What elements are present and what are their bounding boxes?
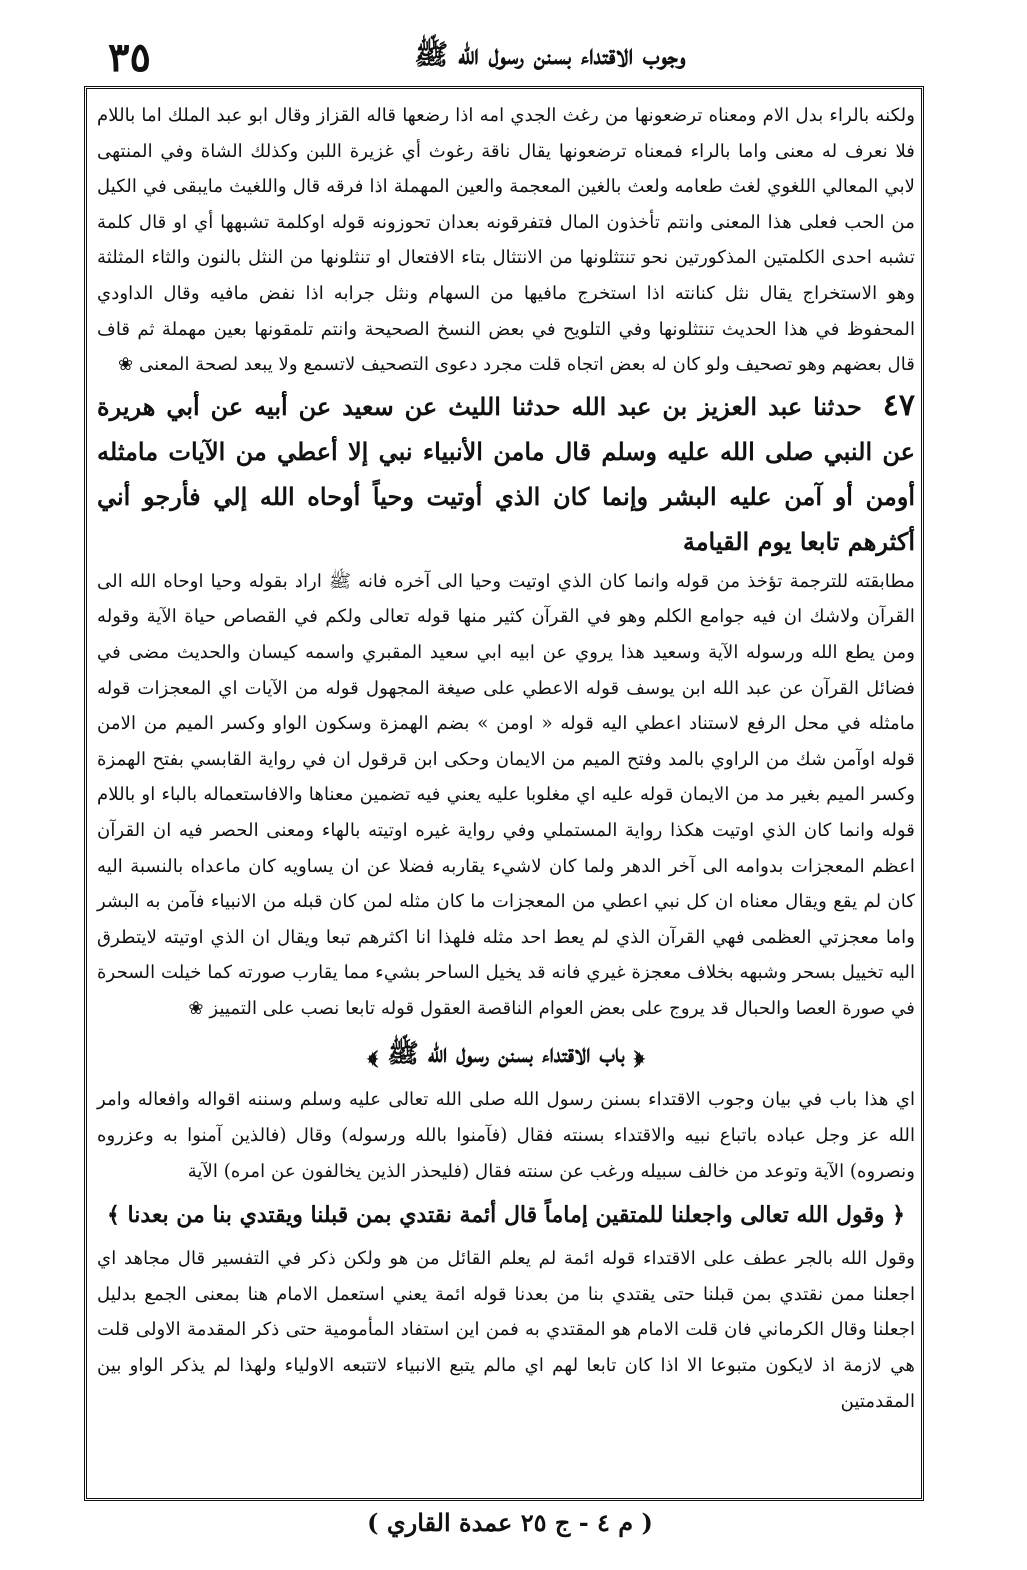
quran-verse: ﴿ وقول الله تعالى واجعلنا للمتقين إماماً قال أئمة نقتدي بمن قبلنا ويقتدي بنا من بعدنا ﴾ (106, 1202, 906, 1229)
commentary-paragraph: مطابقته للترجمة تؤخذ من قوله وانما كان الذي اوتيت وحيا الى آخره فانه ﷺ اراد بقوله وحيا اوحاه الله الى القرآن ولاشك ان فيه جوامع الكلم وهو في القرآن كثير منها قوله تعالى ولكم في القصاص حياة الآية وقوله ومن يطع الله ورسوله الآية وسعيد هذا يروي عن ابيه ابي سعيد المقبري واسمه كيسان والحديث مضى في فضائل القرآن عن عبد الله ابن يوسف قوله الاعطي على صيغة المجهول قوله من الآيات اي المعجزات قوله مامثله في محل الرفع لاستناد اعطي اليه قوله « اومن » بضم الهمزة وسكون الواو وكسر الميم من الامن قوله اوآمن شك من الراوي بالمد وفتح الميم من الايمان وحكى ابن قرقول ان في رواية القابسي بفتح الهمزة وكسر الميم بغير مد من الايمان قوله عليه اي مغلوبا عليه يعني فيه تضمين معناها والافاستعماله بالباء او باللام قوله وانما كان الذي اوتيت هكذا رواية المستملي وفي رواية غيره اوتيته بالهاء ومعنى الحصر فيه ان القرآن اعظم المعجزات بدوامه الى آخر الدهر ولما كان لاشيء يقاربه فضلا عن ان يساويه كان ماعداه بالنسبة اليه كان لم يقع ويقال معناه ان كل نبي اعطي من المعجزات ما كان مثله لمن كان قبله من الانبياء فآمن به البشر واما معجزتي العظمى فهي القرآن الذي لم يعط احد مثله فلهذا انا اكثرهم تبعا ويقال ان الذي اوتيته لايتطرق اليه تخييل بسحر وشبهه بخلاف معجزة غيري فانه قد يخيل الساحر بشيء مما يقارب صورته كما خيلت السحرة في صورة العصا والحبال قد يروج على بعض العوام الناقصة العقول قوله تابعا نصب على التمييز ❀ (97, 570, 915, 1019)
page-number: ٣٥ (108, 34, 151, 81)
commentary-paragraph: وقول الله بالجر عطف على الاقتداء قوله ائمة لم يعلم القائل من هو ولكن ذكر في التفسير قال مجاهد اي اجعلنا ممن نقتدي بمن قبلنا حتى يقتدي بنا من بعدنا قوله ائمة يعني استعمل الامام هنا بمعنى الجمع بدليل اجعلنا وقال الكرماني فان قلت الامام هو المقتدي به فمن اين استفاد المأمومية حتى ذكر المقدمة الاولى قلت هي لازمة اذ لايكون متبوعا الا اذا كان تابعا لهم اي مالم يتبع الانبياء لاتتبعه الاولياء ولهذا لم يذكر الواو بين المقدمتين (97, 1248, 915, 1412)
main-text (97, 98, 915, 1419)
chapter-intro-paragraph: اي هذا باب في بيان وجوب الاقتداء بسنن رسول الله صلى الله تعالى عليه وسلم وسننه اقواله وافعاله وامر الله عز وجل عباده باتباع نبيه والاقتداء بسنته فقال (فآمنوا بالله ورسوله) وقال (فالذين آمنوا به وعزروه ونصروه) الآية وتوعد من خالف سبيله ورغب عن سنته فقال (فليحذر الذين يخالفون عن امره) الآية (97, 1089, 915, 1182)
hadith-number: ٤٧ (882, 387, 915, 423)
hadith-text: حدثنا عبد العزيز بن عبد الله حدثنا الليث عن سعيد عن أبيه عن أبي هريرة عن النبي صلى الله عليه وسلم قال مامن الأنبياء نبي إلا أعطي من الآيات مامثله أومن أو آمن عليه البشر وإنما كان الذي أوتيت وحياً أوحاه الله إلي فأرجو أني أكثرهم تابعا يوم القيامة (97, 391, 915, 556)
page-header (60, 28, 965, 86)
chapter-heading: ﴿ باب الاقتداء بسنن رسول الله ﷺ ﴾ (367, 1039, 645, 1070)
running-title: وجوب الاقتداء بسنن رسول الله ﷺ (414, 38, 686, 71)
footer-signature: ( م ٤ - ج ٢٥ عمدة القاري ) (367, 1508, 653, 1537)
hadith-block (97, 383, 915, 564)
commentary-paragraph: ولكنه بالراء بدل الام ومعناه ترضعونها من رغث الجدي امه اذا رضعها قاله القزاز وقال ابو عبد الملك اما باللام فلا نعرف له معنى واما بالراء فمعناه ترضعونها يقال ناقة رغوث أي غزيرة اللبن وكذلك الشاة وفي المنتهى لابي المعالي اللغوي لغث طعامه ولعث بالغين المعجمة والعين المهملة اذا فرقه قال واللغيث مايبقى في الكيل من الحب فعلى هذا المعنى وانتم تأخذون المال فتفرقونه بعدان تحوزونه قوله اوكلمة تشبهها أي او قال كلمة تشبه احدى الكلمتين المذكورتين نحو تنتثلونها من الانتثال بتاء الافتعال او تنثلونها من النثل بالنون والثاء المثلثة وهو الاستخراج يقال نثل كنانته اذا استخرج مافيها من السهام ونثل جرابه اذا نفض مافيه وقال الداودي المحفوظ في هذا الحديث تنتثلونها وفي التلويح في بعض النسخ الصحيحة وانتم تلمقونها بعين مهملة ثم قاف قال بعضهم وهو تصحيف ولو كان له بعض اتجاه قلت مجرد دعوى التصحيف لاتسمع ولا يبعد لصحة المعنى ❀ (97, 105, 915, 376)
